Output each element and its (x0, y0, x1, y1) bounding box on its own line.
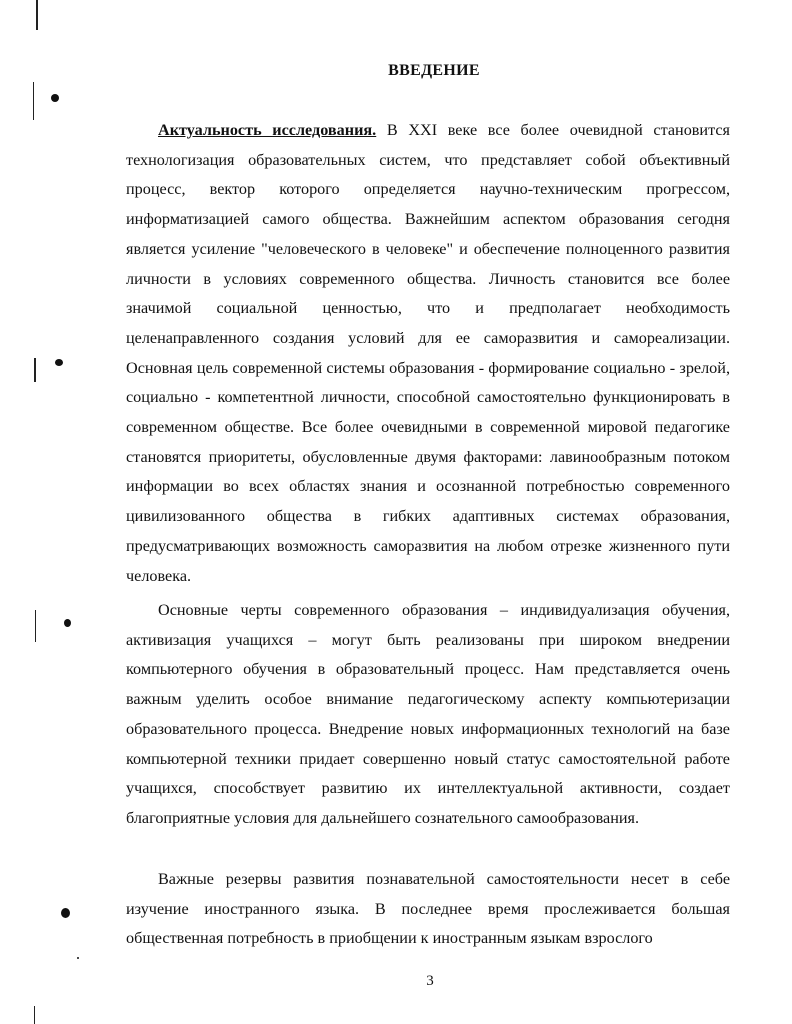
punch-hole-dot (55, 359, 63, 366)
punch-hole-dot (64, 619, 71, 627)
scan-mark (36, 0, 38, 30)
paragraph-text: В XXI веке все более очевидной становится технологизация образовательных систем, что представляет собой объективный процесс, вектор которого определяется научно-техническим прогрессом, информатизацией самого общества. Важнейшим аспектом образования сегодня является усиление "человеческого в человеке" и обеспечение полноценного развития личности в условиях современного общества. Личность становится все более значимой социальной ценностью, что и предполагает необходимость целенаправленного создания условий для ее саморазвития и самореализации. Основная цель современной системы образования - формирование социально - зрелой, социально - компетентной личности, способной самостоятельно функционировать в современном обществе. Все более очевидными в современной мировой педагогике становятся приоритеты, обусловленные двумя факторами: лавинообразным потоком информации во всех областях знания и осознанной потребностью современного цивилизованного общества в гибких адаптивных системах образования, предусматривающих возможность саморазвития на любом отрезке жизненного пути человека. (126, 121, 730, 585)
paragraph-computerization (126, 596, 730, 834)
punch-hole-dot (61, 908, 70, 918)
paragraph-text: Основные черты современного образования – индивидуализация обучения, активизация учащихся – могут быть реализованы при широком внедрении компьютерного обучения в образовательный процесс. Нам представляется очень важным уделить особое внимание педагогическому аспекту компьютеризации образовательного процесса. Внедрение новых информационных технологий на базе компьютерной техники придает совершенно новый статус самостоятельной работе учащихся, способствует развитию их интеллектуальной активности, создает благоприятные условия для дальнейшего сознательного самообразования. (126, 601, 730, 827)
scan-mark (34, 1006, 35, 1024)
paragraph-relevance (126, 116, 730, 591)
paragraph-foreign-language (126, 865, 730, 954)
page-number: 3 (426, 973, 434, 989)
punch-hole-dot (51, 94, 59, 102)
scan-mark (33, 82, 34, 120)
scan-speck (77, 957, 79, 959)
paragraph-text: Важные резервы развития познавательной самостоятельности несет в себе изучение иностранного языка. В последнее время прослеживается большая общественная потребность в приобщении к иностранным языкам взрослого (126, 870, 730, 948)
page-title: ВВЕДЕНИЕ (388, 62, 480, 79)
scan-mark (35, 610, 36, 642)
scan-mark (34, 358, 36, 382)
paragraph-lead-heading: Актуальность исследования. (158, 121, 377, 139)
